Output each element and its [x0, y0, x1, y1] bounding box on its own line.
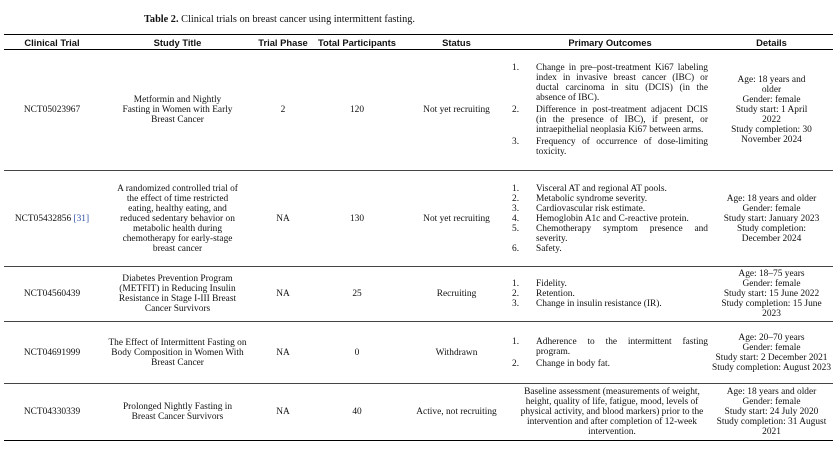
table-row — [4, 50, 833, 171]
detail-completion: Study completion: 30 November 2024 — [731, 125, 812, 145]
col-header-study-title: Study Title — [100, 35, 255, 50]
trial-phase: NA — [255, 171, 311, 267]
total-participants: 0 — [311, 322, 403, 384]
trial-details — [710, 384, 833, 441]
detail-age: Age: 20–70 years — [738, 332, 805, 343]
outcomes-text: Baseline assessment (measurements of weight, height, quality of life, fatigue, mood, levels of physical activity, and blood markers) prior to the intervention and after completion of 12-week intervention. — [520, 387, 704, 437]
outcomes-list — [512, 279, 708, 309]
trial-phase: NA — [255, 322, 311, 384]
list-item: Change in body fat. — [536, 358, 610, 369]
detail-completion: Study completion: 15 June 2023 — [721, 299, 822, 319]
col-header-clinical-trial: Clinical Trial — [4, 35, 100, 50]
table-row — [4, 322, 833, 384]
list-item: Change in pre–post-treatment Ki67 labeling index in invasive breast cancer (IBC) or ductal carcinoma in situ (DCIS) (in the absence of IBC). — [536, 63, 708, 103]
list-item: Hemoglobin A1c and C-reactive protein. — [536, 213, 689, 224]
col-header-status: Status — [403, 35, 510, 50]
list-item: Adherence to the intermittent fasting program. — [536, 336, 708, 357]
trial-status: Not yet recruiting — [403, 171, 510, 267]
detail-age: Age: 18 years and older — [737, 75, 806, 95]
header-row — [4, 35, 833, 50]
trial-status: Recruiting — [403, 267, 510, 322]
outcomes-list — [512, 63, 708, 157]
table-caption — [144, 13, 415, 26]
col-header-primary-outcomes: Primary Outcomes — [510, 35, 710, 50]
trial-phase: NA — [255, 384, 311, 441]
primary-outcomes — [510, 267, 710, 322]
trial-status: Active, not recruiting — [403, 384, 510, 441]
detail-age: Age: 18 years and older — [726, 193, 817, 204]
primary-outcomes — [510, 322, 710, 384]
detail-age: Age: 18–75 years — [738, 269, 805, 279]
study-title: Diabetes Prevention Program (METFIT) in Reducing Insulin Resistance in Stage I-III Breast Cancer Survivors — [100, 267, 255, 322]
detail-gender: Gender: female — [742, 279, 801, 289]
list-item: Chemotherapy symptom presence and severity. — [536, 223, 708, 244]
trial-phase: 2 — [255, 50, 311, 171]
table-row — [4, 171, 833, 267]
col-header-total-participants: Total Participants — [311, 35, 403, 50]
detail-completion: Study completion: August 2023 — [712, 362, 832, 373]
trial-details — [710, 171, 833, 267]
total-participants: 25 — [311, 267, 403, 322]
list-item: Difference in post-treatment adjacent DCIS (in the presence of IBC), if present, or intraepithelial neoplasia Ki67 between arms. — [536, 105, 708, 135]
trial-id: NCT04691999 — [4, 322, 100, 384]
detail-gender: Gender: female — [742, 203, 801, 214]
table-caption-text: Clinical trials on breast cancer using intermittent fasting. — [181, 14, 416, 25]
list-item: Retention. — [536, 289, 575, 299]
total-participants: 40 — [311, 384, 403, 441]
detail-completion: Study completion: 31 August 2021 — [716, 417, 827, 437]
trial-id: NCT05023967 — [4, 50, 100, 171]
trial-id: NCT05432856 [31] — [4, 171, 100, 267]
trial-phase: NA — [255, 267, 311, 322]
trial-status: Not yet recruiting — [403, 50, 510, 171]
trial-id: NCT04560439 — [4, 267, 100, 322]
primary-outcomes — [510, 384, 710, 441]
list-item: Cardiovascular risk estimate. — [536, 203, 646, 214]
table-label: Table 2. — [144, 14, 179, 25]
trial-id: NCT04330339 — [4, 384, 100, 441]
list-item: Frequency of occurrence of dose-limiting toxicity. — [536, 137, 708, 157]
trial-details — [710, 50, 833, 171]
trial-status: Withdrawn — [403, 322, 510, 384]
primary-outcomes — [510, 171, 710, 267]
study-title: A randomized controlled trial of the effect of time restricted eating, healthy eating, and reduced sedentary behavior on metabolic health during chemotherapy for early-stage breast cancer — [100, 171, 255, 267]
detail-age: Age: 18 years and older — [726, 387, 817, 397]
list-item: Safety. — [536, 243, 562, 254]
detail-start: Study start: 1 April 2022 — [735, 105, 808, 125]
detail-start: Study start: January 2023 — [723, 213, 820, 224]
list-item: Visceral AT and regional AT pools. — [536, 183, 667, 194]
outcomes-list — [512, 337, 708, 369]
primary-outcomes — [510, 50, 710, 171]
list-item: Metabolic syndrome severity. — [536, 193, 648, 204]
table-row — [4, 267, 833, 322]
list-item: Fidelity. — [536, 279, 567, 289]
detail-gender: Gender: female — [742, 342, 801, 353]
trial-details — [710, 322, 833, 384]
citation-link[interactable]: [31] — [73, 213, 90, 224]
clinical-trials-table — [4, 34, 833, 441]
detail-start: Study start: 15 June 2022 — [723, 289, 820, 299]
trial-details — [710, 267, 833, 322]
detail-start: Study start: 2 December 2021 — [715, 352, 828, 363]
outcomes-list — [512, 184, 708, 254]
total-participants: 130 — [311, 171, 403, 267]
col-header-trial-phase: Trial Phase — [255, 35, 311, 50]
detail-start: Study start: 24 July 2020 — [724, 407, 819, 417]
col-header-details: Details — [710, 35, 833, 50]
detail-completion: Study completion: December 2024 — [736, 223, 806, 244]
detail-gender: Gender: female — [742, 397, 801, 407]
table-row — [4, 384, 833, 441]
study-title: Prolonged Nightly Fasting in Breast Cancer Survivors — [100, 384, 255, 441]
study-title: The Effect of Intermittent Fasting on Body Composition in Women With Breast Cancer — [100, 322, 255, 384]
total-participants: 120 — [311, 50, 403, 171]
list-item: Change in insulin resistance (IR). — [536, 299, 662, 309]
study-title: Metformin and Nightly Fasting in Women with Early Breast Cancer — [100, 50, 255, 171]
detail-gender: Gender: female — [742, 95, 801, 105]
